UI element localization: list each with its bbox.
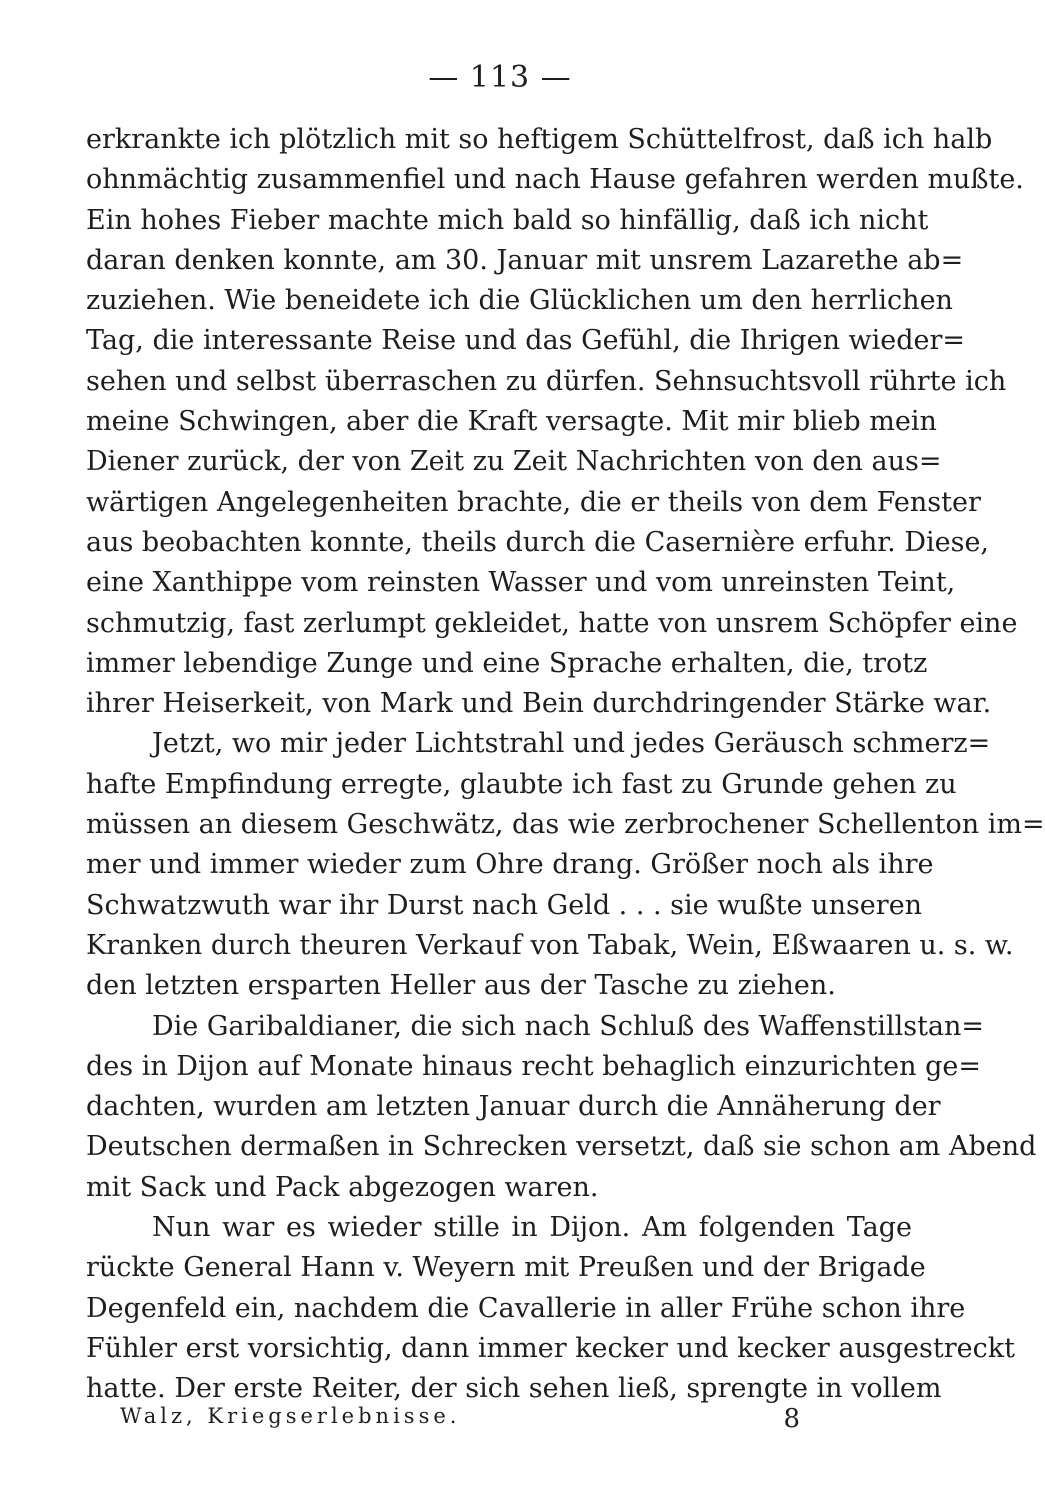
text-line: wärtigen Angelegenheiten brachte, die er theils von dem Fenster [86,486,981,518]
body-text [86,120,1045,1410]
text-line: Degenfeld ein, nachdem die Cavallerie in aller Frühe schon ihre [86,1292,966,1324]
text-line: Ein hohes Fieber machte mich bald so hinfällig, daß ich nicht [86,204,929,236]
text-line: schmutzig, fast zerlumpt gekleidet, hatte von unsrem Schöpfer eine [86,607,1018,639]
text-line: eine Xanthippe vom reinsten Wasser und vom unreinsten Teint, [86,567,956,599]
text-line: aus beobachten konnte, theils durch die Casernière erfuhr. Diese, [86,526,990,558]
text-line: meine Schwingen, aber die Kraft versagte. Mit mir blieb mein [86,406,937,438]
text-line: Nun war es wieder stille in Dijon. Am folgenden Tage [152,1212,912,1244]
text-line: rückte General Hann v. Weyern mit Preußen und der Brigade [86,1252,926,1284]
text-line: immer lebendige Zunge und eine Sprache erhalten, die, trotz [86,647,928,679]
text-line: Fühler erst vorsichtig, dann immer kecker und kecker ausgestreckt [86,1332,1015,1364]
text-line: Deutschen dermaßen in Schrecken versetzt, daß sie schon am Abend [86,1131,1037,1163]
page-number: — 113 — [428,60,572,95]
text-line: ohnmächtig zusammenfiel und nach Hause gefahren werden mußte. [86,164,1024,196]
text-line: des in Dijon auf Monate hinaus recht behaglich einzurichten ge= [86,1050,981,1082]
text-line: zuziehen. Wie beneidete ich die Glücklichen um den herrlichen [86,285,953,317]
text-line: Schwatzwuth war ihr Durst nach Geld . . . sie wußte unseren [86,889,923,921]
text-line: mit Sack und Pack abgezogen waren. [86,1171,599,1203]
text-line: Tag, die interessante Reise und das Gefühl, die Ihrigen wieder= [86,325,966,357]
text-line: Kranken durch theuren Verkauf von Tabak, Wein, Eßwaaren u. s. w. [86,929,1014,961]
text-line: daran denken konnte, am 30. Januar mit unsrem Lazarethe ab= [86,244,964,276]
text-line: Diener zurück, der von Zeit zu Zeit Nachrichten von den aus= [86,446,942,478]
text-line: hatte. Der erste Reiter, der sich sehen ließ, sprengte in vollem [86,1373,942,1405]
text-line: hafte Empfindung erregte, glaubte ich fast zu Grunde gehen zu [86,768,957,800]
text-line: ihrer Heiserkeit, von Mark und Bein durchdringender Stärke war. [86,688,992,720]
text-line: mer und immer wieder zum Ohre drang. Größer noch als ihre [86,849,934,881]
text-line: Jetzt, wo mir jeder Lichtstrahl und jedes Geräusch schmerz= [152,728,991,760]
text-line: sehen und selbst überraschen zu dürfen. Sehnsuchtsvoll rührte ich [86,365,1007,397]
text-line: dachten, wurden am letzten Januar durch die Annäherung der [86,1091,941,1123]
footer-signature: Walz, Kriegserlebnisse. [120,1404,461,1428]
text-line: müssen an diesem Geschwätz, das wie zerbrochener Schellenton im= [86,809,1045,841]
sheet-number: 8 [783,1404,800,1434]
page-footer [120,1404,800,1434]
text-line: erkrankte ich plötzlich mit so heftigem Schüttelfrost, daß ich halb [86,124,993,155]
text-line: den letzten ersparten Heller aus der Tasche zu ziehen. [86,970,836,1002]
text-line: Die Garibaldianer, die sich nach Schluß des Waffenstillstan= [152,1010,985,1042]
